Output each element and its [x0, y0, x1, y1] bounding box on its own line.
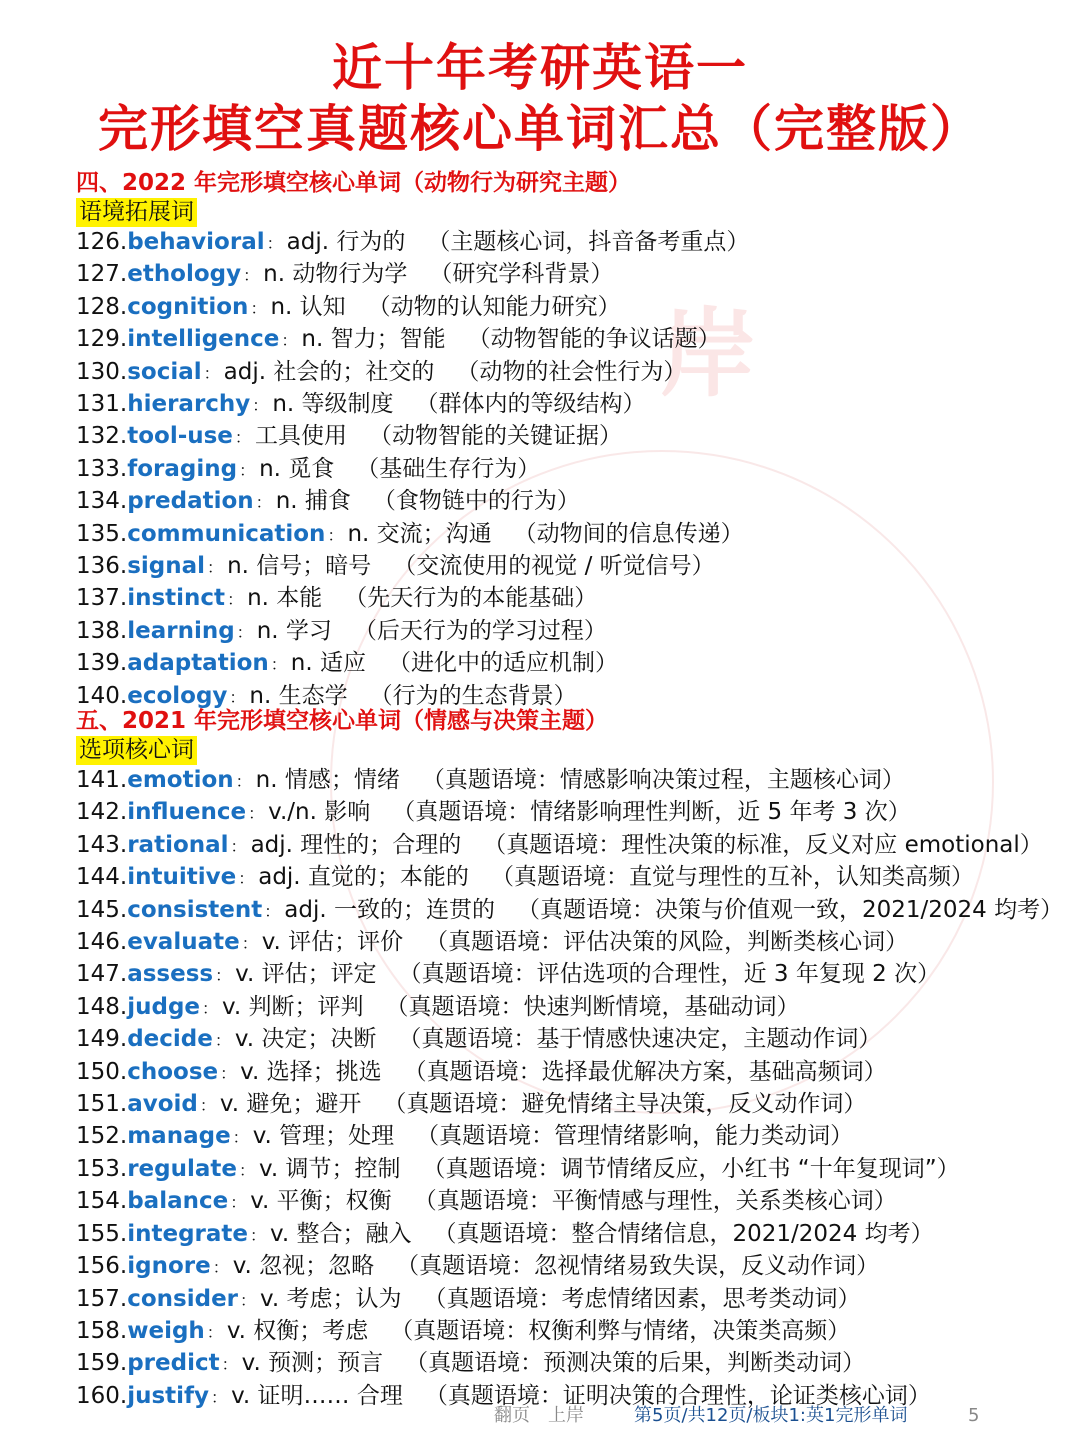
- entry-definition: v. 调节；控制: [259, 1155, 401, 1182]
- entry-definition: v. 评估；评价: [261, 929, 404, 956]
- entry-colon: ：: [227, 590, 244, 610]
- entry-number: 145.: [76, 896, 128, 923]
- entry-word: instinct: [127, 585, 226, 612]
- entry-number: 143.: [76, 831, 128, 858]
- word-entry: [76, 797, 1056, 829]
- entry-number: 139.: [76, 650, 128, 677]
- entry-word: predict: [127, 1350, 220, 1377]
- entry-word: ignore: [127, 1253, 211, 1280]
- word-entry: [76, 1024, 1056, 1056]
- word-entry: [76, 927, 1056, 959]
- entry-colon: ：: [215, 966, 232, 986]
- section-tag: 选项核心词: [76, 736, 197, 765]
- entry-definition: v. 平衡；权衡: [250, 1188, 392, 1215]
- entry-number: 149.: [76, 1026, 128, 1053]
- entry-note: （真题语境：调节情绪反应，小红书 “十年复现词”）: [422, 1155, 960, 1182]
- word-entry: [76, 765, 1056, 797]
- entry-colon: ：: [327, 525, 344, 545]
- entry-number: 153.: [76, 1155, 128, 1182]
- entry-word: ecology: [127, 682, 228, 709]
- word-entry: [76, 454, 1056, 486]
- entry-number: 132.: [76, 423, 128, 450]
- entry-definition: v. 忽视；忽略: [232, 1253, 375, 1280]
- entry-number: 144.: [76, 864, 128, 891]
- word-list: [76, 227, 1056, 713]
- entry-word: intuitive: [127, 864, 237, 891]
- entry-definition: v. 证明…… 合理: [231, 1382, 403, 1409]
- word-entry: [76, 1316, 1056, 1348]
- entry-number: 152.: [76, 1123, 128, 1150]
- entry-note: （基础生存行为）: [356, 455, 541, 482]
- entry-colon: ：: [239, 1160, 256, 1180]
- word-list: [76, 765, 1064, 1413]
- entry-word: ethology: [127, 261, 242, 288]
- entry-colon: ：: [230, 836, 247, 856]
- entry-number: 155.: [76, 1220, 128, 1247]
- entry-colon: ：: [235, 772, 252, 791]
- entry-note: （动物智能的关键证据）: [368, 423, 622, 450]
- entry-colon: ：: [207, 558, 224, 578]
- entry-word: learning: [127, 617, 235, 644]
- section-tag: 语境拓展词: [76, 198, 197, 227]
- entry-note: （真题语境：忽视情绪易致失误，反义动作词）: [396, 1253, 880, 1280]
- entry-word: tool-use: [127, 423, 233, 450]
- entry-number: 141.: [76, 767, 128, 793]
- entry-definition: adj. 社会的；社交的: [223, 358, 435, 385]
- entry-word: rational: [127, 831, 229, 858]
- entry-colon: ：: [232, 1128, 249, 1148]
- page-title-line1: 近十年考研英语一: [332, 39, 748, 97]
- entry-definition: adj. 行为的: [286, 229, 406, 255]
- entry-word: behavioral: [127, 229, 265, 255]
- entry-note: （动物的社会性行为）: [456, 358, 687, 385]
- entry-definition: n. 情感；情绪: [255, 767, 400, 793]
- entry-note: （主题核心词，抖音备考重点）: [427, 229, 750, 255]
- entry-number: 150.: [76, 1058, 128, 1085]
- entry-word: choose: [127, 1058, 219, 1085]
- entry-note: （动物的认知能力研究）: [367, 293, 621, 320]
- entry-definition: adj. 一致的；连贯的: [284, 896, 495, 923]
- entry-word: foraging: [127, 455, 238, 482]
- entry-word: decide: [127, 1026, 213, 1053]
- entry-note: （后天行为的学习过程）: [353, 617, 607, 644]
- entry-colon: ：: [199, 1096, 216, 1116]
- entry-number: 156.: [76, 1253, 128, 1280]
- entry-colon: ：: [266, 234, 283, 253]
- word-entry: [76, 1284, 1056, 1316]
- word-entry: [76, 583, 1056, 615]
- entry-note: （真题语境：避免情绪主导决策，反义动作词）: [383, 1091, 867, 1118]
- word-entry: [76, 1348, 1056, 1380]
- entry-definition: adj. 理性的；合理的: [250, 831, 462, 858]
- entry-number: 137.: [76, 585, 128, 612]
- entry-word: balance: [127, 1188, 229, 1215]
- entry-definition: n. 信号；暗号: [227, 553, 372, 580]
- entry-colon: ：: [236, 622, 253, 642]
- entry-number: 157.: [76, 1285, 128, 1312]
- entry-colon: ：: [212, 1258, 229, 1278]
- entry-colon: ：: [214, 1031, 231, 1051]
- entry-number: 135.: [76, 520, 128, 547]
- word-entry: [76, 1186, 1056, 1218]
- entry-number: 134.: [76, 488, 128, 515]
- entry-note: （真题语境：理性决策的标准，反义对应 emotional）: [483, 831, 1043, 858]
- entry-number: 154.: [76, 1188, 128, 1215]
- section-2021: [76, 706, 1064, 1413]
- word-entry: [76, 292, 1056, 324]
- entry-word: emotion: [127, 767, 234, 793]
- entry-definition: n. 捕食: [275, 488, 351, 515]
- word-entry: [76, 616, 1056, 648]
- entry-note: （进化中的适应机制）: [387, 650, 618, 677]
- page-title-line2: 完形填空真题核心单词汇总（完整版）: [98, 100, 982, 158]
- entry-note: （真题语境：情绪影响理性判断，近 5 年考 3 次）: [392, 799, 911, 826]
- entry-note: （行为的生态背景）: [369, 682, 577, 709]
- entry-colon: ：: [255, 493, 272, 513]
- word-entry: [76, 895, 1064, 927]
- word-entry: [76, 1121, 1056, 1153]
- footer-brand: 翻页 上岸: [494, 1405, 584, 1426]
- entry-colon: ：: [250, 298, 267, 318]
- entry-definition: n. 动物行为学: [263, 261, 408, 288]
- word-entry: [76, 259, 1056, 291]
- entry-colon: ：: [248, 804, 265, 824]
- entry-note: （真题语境：评估决策的风险，判断类核心词）: [425, 929, 909, 956]
- entry-word: weigh: [127, 1317, 205, 1344]
- word-entry: [76, 1251, 1056, 1283]
- entry-note: （先天行为的本能基础）: [344, 585, 598, 612]
- entry-colon: ：: [229, 687, 246, 707]
- word-entry: [76, 551, 1056, 583]
- entry-note: （真题语境：证明决策的合理性，论证类核心词）: [424, 1382, 931, 1409]
- entry-definition: v. 考虑；认为: [260, 1285, 402, 1312]
- entry-number: 131.: [76, 391, 128, 418]
- entry-note: （动物智能的争议话题）: [467, 326, 721, 353]
- entry-note: （真题语境：权衡利弊与情绪，决策类高频）: [390, 1317, 851, 1344]
- entry-definition: v. 管理；处理: [252, 1123, 395, 1150]
- word-entry: [76, 830, 1056, 862]
- page-footer: [0, 1402, 1080, 1430]
- word-entry: [76, 357, 1056, 389]
- entry-word: cognition: [127, 293, 249, 320]
- word-entry: [76, 1089, 1056, 1121]
- entry-definition: n. 适应: [290, 650, 366, 677]
- word-entry: [76, 1219, 1056, 1251]
- entry-note: （真题语境：决策与价值观一致，2021/2024 均考）: [517, 896, 1064, 923]
- entry-note: （真题语境：直觉与理性的互补，认知类高频）: [490, 864, 974, 891]
- entry-colon: ：: [211, 1387, 228, 1407]
- entry-colon: ：: [264, 901, 281, 921]
- entry-word: integrate: [127, 1220, 248, 1247]
- entry-word: assess: [127, 961, 214, 988]
- watermark-logo: 岸: [660, 298, 756, 410]
- word-entry: [76, 862, 1056, 894]
- entry-word: communication: [127, 520, 326, 547]
- entry-colon: ：: [221, 1355, 238, 1375]
- entry-number: 159.: [76, 1350, 128, 1377]
- entry-definition: n. 智力；智能: [301, 326, 446, 353]
- entry-colon: ：: [239, 460, 256, 480]
- entry-number: 142.: [76, 799, 128, 826]
- entry-word: evaluate: [127, 929, 240, 956]
- word-entry: [76, 324, 1056, 356]
- entry-word: intelligence: [127, 326, 280, 353]
- entry-definition: adj. 直觉的；本能的: [258, 864, 469, 891]
- entry-number: 127.: [76, 261, 128, 288]
- entry-word: manage: [127, 1123, 231, 1150]
- entry-colon: ：: [240, 1290, 257, 1310]
- entry-note: （真题语境：预测决策的后果，判断类动词）: [405, 1350, 866, 1377]
- entry-word: social: [127, 358, 202, 385]
- entry-colon: ：: [206, 1322, 223, 1342]
- word-entry: [76, 421, 1056, 453]
- entry-definition: n. 认知: [270, 293, 346, 320]
- entry-definition: v. 权衡；考虑: [226, 1317, 369, 1344]
- entry-word: justify: [127, 1382, 210, 1409]
- entry-number: 128.: [76, 293, 128, 320]
- entry-number: 129.: [76, 326, 128, 353]
- entry-word: judge: [127, 993, 201, 1020]
- entry-colon: ：: [241, 934, 258, 954]
- entry-colon: ：: [252, 396, 269, 416]
- entry-colon: ：: [243, 266, 260, 286]
- entry-number: 130.: [76, 358, 128, 385]
- entry-number: 133.: [76, 455, 128, 482]
- entry-word: consider: [127, 1285, 239, 1312]
- entry-word: consistent: [127, 896, 263, 923]
- entry-definition: v. 判断；评判: [222, 993, 364, 1020]
- entry-number: 148.: [76, 993, 128, 1020]
- entry-word: adaptation: [127, 650, 269, 677]
- word-entry: [76, 486, 1056, 518]
- entry-note: （真题语境：选择最优解决方案，基础高频词）: [403, 1058, 887, 1085]
- entry-note: （真题语境：基于情感快速决定，主题动作词）: [398, 1026, 882, 1053]
- section-heading: 五、2021 年完形填空核心单词（情感与决策主题）: [76, 708, 609, 734]
- word-entry: [76, 1057, 1056, 1089]
- entry-definition: n. 觅食: [259, 455, 335, 482]
- entry-colon: ：: [202, 998, 219, 1018]
- entry-word: regulate: [127, 1155, 237, 1182]
- word-entry: [76, 1154, 1056, 1186]
- entry-number: 146.: [76, 929, 128, 956]
- entry-note: （真题语境：快速判断情境，基础动词）: [385, 993, 800, 1020]
- entry-number: 126.: [76, 229, 128, 255]
- entry-word: influence: [127, 799, 247, 826]
- entry-definition: n. 交流；沟通: [347, 520, 492, 547]
- entry-definition: n. 本能: [247, 585, 323, 612]
- entry-definition: v./n. 影响: [268, 799, 371, 826]
- entry-note: （研究学科背景）: [429, 261, 614, 288]
- entry-colon: ：: [270, 655, 287, 675]
- word-entry: [76, 389, 1056, 421]
- entry-colon: ：: [238, 869, 255, 889]
- word-entry: [76, 227, 1056, 259]
- entry-note: （真题语境：管理情绪影响，能力类动词）: [416, 1123, 854, 1150]
- entry-definition: n. 生态学: [249, 682, 348, 709]
- entry-colon: ：: [250, 1225, 267, 1245]
- entry-definition: v. 预测；预言: [241, 1350, 384, 1377]
- entry-note: （食物链中的行为）: [372, 488, 580, 515]
- section-heading: 四、2022 年完形填空核心单词（动物行为研究主题）: [76, 170, 632, 196]
- entry-definition: v. 评估；评定: [235, 961, 377, 988]
- entry-colon: ：: [220, 1063, 237, 1083]
- entry-number: 151.: [76, 1091, 128, 1118]
- entry-note: （真题语境：考虑情绪因素，思考类动词）: [423, 1285, 861, 1312]
- entry-colon: ：: [281, 331, 298, 351]
- entry-definition: v. 决定；决断: [234, 1026, 377, 1053]
- footer-page-info: 第5页/共12页/板块1:英1完形单词: [634, 1405, 908, 1426]
- entry-word: hierarchy: [127, 391, 251, 418]
- entry-number: 136.: [76, 553, 128, 580]
- entry-definition: n. 等级制度: [272, 391, 394, 418]
- entry-number: 160.: [76, 1382, 128, 1409]
- entry-note: （群体内的等级结构）: [415, 391, 646, 418]
- entry-definition: v. 避免；避开: [219, 1091, 362, 1118]
- word-entry: [76, 992, 1056, 1024]
- entry-note: （真题语境：整合情绪信息，2021/2024 均考）: [433, 1220, 934, 1247]
- footer-page-number: 5: [968, 1405, 980, 1426]
- entry-word: signal: [127, 553, 206, 580]
- entry-note: （动物间的信息传递）: [513, 520, 744, 547]
- word-entry: [76, 519, 1056, 551]
- entry-number: 140.: [76, 682, 128, 709]
- entry-definition: v. 选择；挑选: [240, 1058, 382, 1085]
- entry-note: （真题语境：平衡情感与理性，关系类核心词）: [413, 1188, 897, 1215]
- entry-word: predation: [127, 488, 254, 515]
- entry-note: （真题语境：评估选项的合理性，近 3 年复现 2 次）: [398, 961, 941, 988]
- entry-note: （交流使用的视觉 / 听觉信号）: [393, 553, 715, 580]
- entry-number: 147.: [76, 961, 128, 988]
- word-entry: [76, 959, 1056, 991]
- word-entry: [76, 648, 1056, 680]
- entry-colon: ：: [234, 428, 251, 448]
- entry-note: （真题语境：情感影响决策过程，主题核心词）: [421, 767, 905, 793]
- entry-definition: n. 学习: [256, 617, 332, 644]
- section-2022: [76, 168, 1056, 713]
- entry-colon: ：: [203, 363, 220, 383]
- entry-word: avoid: [127, 1091, 198, 1118]
- entry-number: 138.: [76, 617, 128, 644]
- entry-definition: 工具使用: [254, 423, 347, 450]
- entry-colon: ：: [230, 1193, 247, 1213]
- entry-definition: v. 整合；融入: [270, 1220, 412, 1247]
- entry-number: 158.: [76, 1317, 128, 1344]
